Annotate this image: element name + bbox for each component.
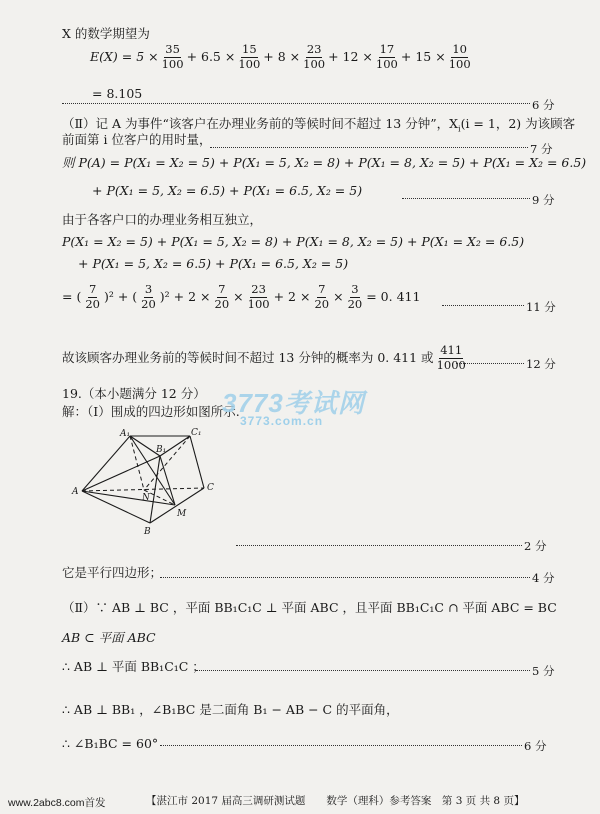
watermark-logo: 3773考试网 <box>222 388 365 418</box>
formula-term: + 15 × <box>400 48 446 64</box>
label-B1: B₁ <box>156 445 167 455</box>
label-M: M <box>177 509 187 519</box>
dotted-leader <box>196 670 530 671</box>
conclusion-text: 故该顾客办理业务前的等候时间不超过 13 分钟的概率为 0. 411 或 <box>62 349 434 365</box>
score-11: 11 分 <box>526 300 556 314</box>
dotted-leader <box>402 198 530 199</box>
fraction: $\frac{3}{20}$ <box>347 282 363 311</box>
label-A1: A₁ <box>120 429 131 439</box>
dotted-leader <box>456 363 524 364</box>
edge <box>82 436 130 491</box>
expectation-heading: X 的数学期望为 <box>62 26 150 41</box>
probability-line-2: + P(X₁ = 5, X₂ = 6.5) + P(X₁ = 6.5, X₂ = 5) <box>92 183 363 198</box>
score-4: 4 分 <box>532 571 555 585</box>
fraction: $\frac{411}{1000}$ <box>436 343 466 372</box>
proof-line-5: ∴ ∠B₁BC = 60° <box>62 736 159 751</box>
expectation-formula <box>90 44 472 70</box>
score-6b: 6 分 <box>524 739 547 753</box>
hidden-edge <box>144 436 190 490</box>
edge <box>82 456 160 491</box>
expectation-result: = 8.105 <box>92 86 143 101</box>
score-12: 12 分 <box>526 357 556 371</box>
label-B: B <box>144 527 151 536</box>
probability-line-4: + P(X₁ = 5, X₂ = 6.5) + P(X₁ = 6.5, X₂ = 5) <box>78 256 349 271</box>
fraction: $\frac{7}{20}$ <box>314 282 330 311</box>
calc-term: + 2 × <box>273 288 311 304</box>
calc-term: )² + 2 × <box>159 288 211 304</box>
fraction: $\frac{17}{100}$ <box>375 42 398 71</box>
label-N: N <box>142 493 150 503</box>
probability-line-3: P(X₁ = X₂ = 5) + P(X₁ = 5, X₂ = 8) + P(X₁ = 8, X₂ = 5) + P(X₁ = X₂ = 6.5) <box>62 234 525 249</box>
formula-term: + 8 × <box>263 48 301 64</box>
independence-statement: 由于各客户口的办理业务相互独立， <box>62 212 263 227</box>
part2-definition-cont: 前面第 i 位客户的用时量， <box>62 132 212 147</box>
edge <box>190 436 204 488</box>
edge <box>160 456 175 505</box>
score-5: 5 分 <box>532 664 555 678</box>
prism-figure <box>70 428 230 536</box>
calc-term: × <box>233 288 244 304</box>
score-7: 7 分 <box>530 142 553 156</box>
source-site: www.2abc8.com首发 <box>8 797 106 809</box>
label-A: A <box>72 487 79 497</box>
dotted-leader <box>160 577 530 578</box>
proof-line-2: AB ⊂ 平面 ABC <box>62 630 156 645</box>
probability-line-1: 则 P(A) = P(X₁ = X₂ = 5) + P(X₁ = 5, X₂ = 8) + P(X₁ = 8, X₂ = 5) + P(X₁ = X₂ = 6.5) <box>62 155 587 170</box>
dotted-leader <box>236 545 522 546</box>
conclusion <box>62 345 467 371</box>
fraction: $\frac{35}{100}$ <box>161 42 184 71</box>
fraction: $\frac{3}{20}$ <box>141 282 156 311</box>
formula-lhs: E(X) = 5 × <box>90 48 159 64</box>
label-C1: C₁ <box>191 428 202 438</box>
question-19-heading: 19.（本小题满分 12 分） <box>62 386 206 401</box>
dotted-leader <box>210 147 528 148</box>
formula-term: + 12 × <box>328 48 373 64</box>
calc-term: = ( <box>62 288 82 304</box>
dotted-leader <box>160 745 522 746</box>
proof-line-4: ∴ AB ⊥ BB₁ ，∠B₁BC 是二面角 B₁ − AB − C 的平面角， <box>62 702 399 717</box>
fraction: $\frac{10}{100}$ <box>448 42 471 71</box>
proof-line-3: ∴ AB ⊥ 平面 BB₁C₁C ； <box>62 659 205 674</box>
calc-result: = 0. 411 <box>366 288 421 304</box>
fraction: $\frac{23}{100}$ <box>303 42 326 71</box>
parallelogram-statement: 它是平行四边形； <box>62 565 163 580</box>
fraction: $\frac{7}{20}$ <box>85 282 100 311</box>
proof-line-1: （Ⅱ）∵ AB ⊥ BC ，平面 BB₁C₁C ⊥ 平面 ABC ，且平面 BB₁C₁C ∩ 平面 ABC = BC <box>62 600 557 615</box>
fraction: $\frac{15}{100}$ <box>238 42 261 71</box>
score-2: 2 分 <box>524 539 547 553</box>
fraction: $\frac{23}{100}$ <box>247 282 270 311</box>
page-footer: 【湛江市 2017 届高三调研测试题 数学（理科）参考答案 第 3 页 共 8 页】 <box>146 795 525 807</box>
fraction: $\frac{7}{20}$ <box>214 282 230 311</box>
label-C: C <box>207 483 214 493</box>
score-6: 6 分 <box>532 98 555 112</box>
score-9: 9 分 <box>532 193 555 207</box>
calc-term: )² + ( <box>103 288 138 304</box>
calc-term: × <box>333 288 344 304</box>
dotted-leader <box>62 103 530 104</box>
solution-part1: 解：（Ⅰ）围成的四边形如图所示. <box>62 404 240 419</box>
formula-term: + 6.5 × <box>186 48 236 64</box>
watermark-url: 3773.com.cn <box>240 414 324 428</box>
calculation <box>62 284 420 310</box>
dotted-leader <box>442 305 524 306</box>
hidden-edge <box>82 488 204 491</box>
part2-definition: （Ⅱ）记 A 为事件“该客户在办理业务前的等候时间不超过 13 分钟”，$X_i(i = 1$，2) 为该顾客 <box>62 116 576 134</box>
